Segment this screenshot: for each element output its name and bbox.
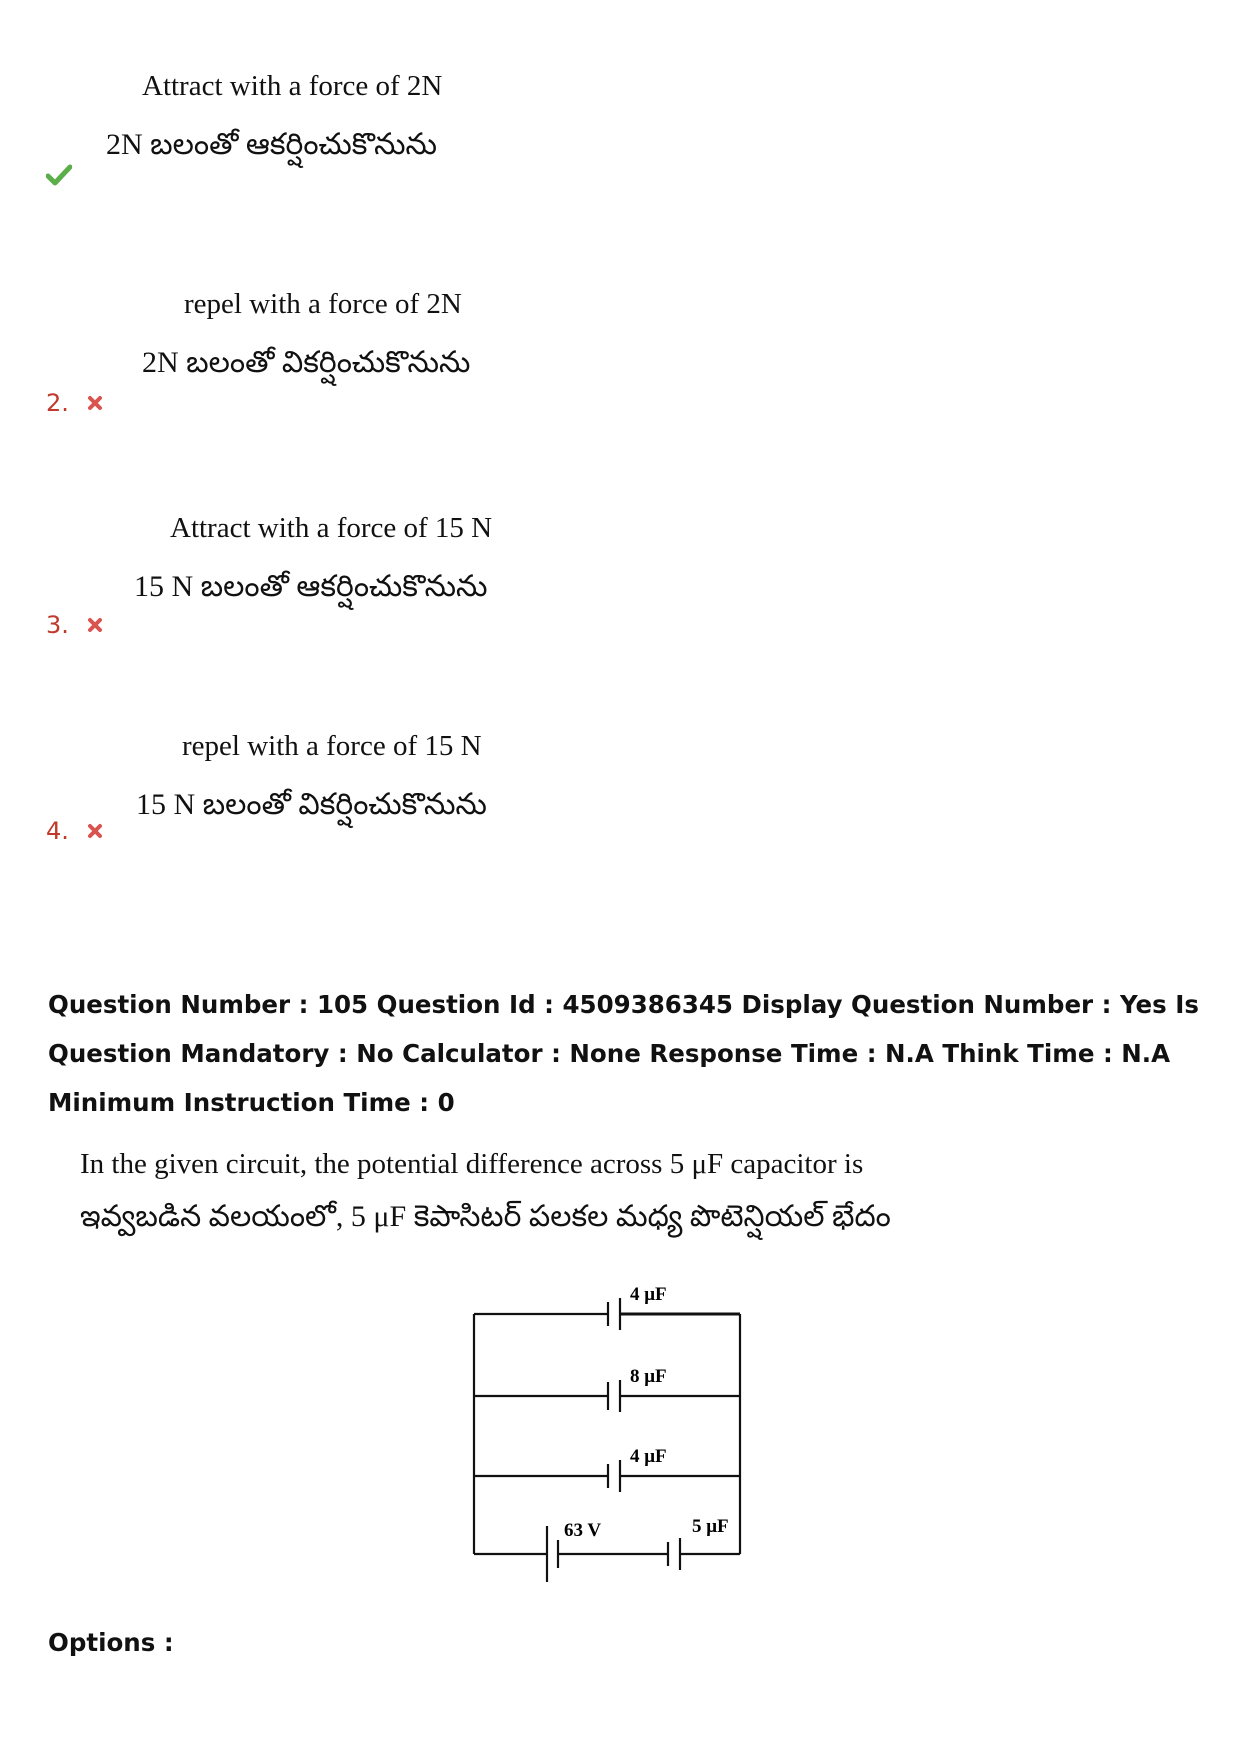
option-3-number: 3.: [46, 611, 69, 639]
capacitor-label-c4: 5 μF: [692, 1516, 729, 1537]
option-4-number: 4.: [46, 817, 69, 845]
capacitor-label-c3: 4 μF: [630, 1446, 667, 1467]
option-4-english: repel with a force of 15 N: [182, 730, 482, 762]
question-text-english: In the given circuit, the potential difference across 5 μF capacitor is: [80, 1148, 864, 1180]
option-3-marker: [46, 610, 103, 639]
option-2-english: repel with a force of 2N: [184, 288, 462, 320]
option-3-english: Attract with a force of 15 N: [170, 512, 493, 544]
battery-label: 63 V: [564, 1520, 602, 1541]
cross-icon: [87, 617, 103, 633]
option-2-telugu: 2N బలంతో వికర్షించుకొనును: [142, 346, 471, 379]
option-3-telugu: 15 N బలంతో ఆకర్షించుకొనును: [134, 570, 488, 603]
question-metadata: Question Number : 105 Question Id : 4509386345 Display Question Number : Yes Is Question Mandatory : No Calculator : None Response Time : N.A Think Time : N.A Minimum Instruction Time : 0: [48, 990, 1199, 1117]
checkmark-icon: [46, 164, 72, 186]
circuit-diagram: [440, 1270, 770, 1600]
capacitor-label-c1: 4 μF: [630, 1284, 667, 1305]
option-1-telugu: 2N బలంతో ఆకర్షించుకొనును: [106, 128, 437, 161]
options-heading: Options :: [48, 1628, 174, 1657]
cross-icon: [87, 395, 103, 411]
option-1-english: Attract with a force of 2N: [142, 70, 443, 102]
cross-icon: [87, 823, 103, 839]
option-2-marker: [46, 388, 103, 417]
option-2-number: 2.: [46, 389, 69, 417]
option-4-marker: [46, 816, 103, 845]
option-4-telugu: 15 N బలంతో వికర్షించుకొనును: [136, 788, 487, 821]
capacitor-label-c2: 8 μF: [630, 1366, 667, 1387]
question-text-telugu: ఇవ్వబడిన వలయంలో, 5 μF కెపాసిటర్ పలకల మధ్య పొటెన్షియల్ భేదం: [80, 1200, 891, 1233]
